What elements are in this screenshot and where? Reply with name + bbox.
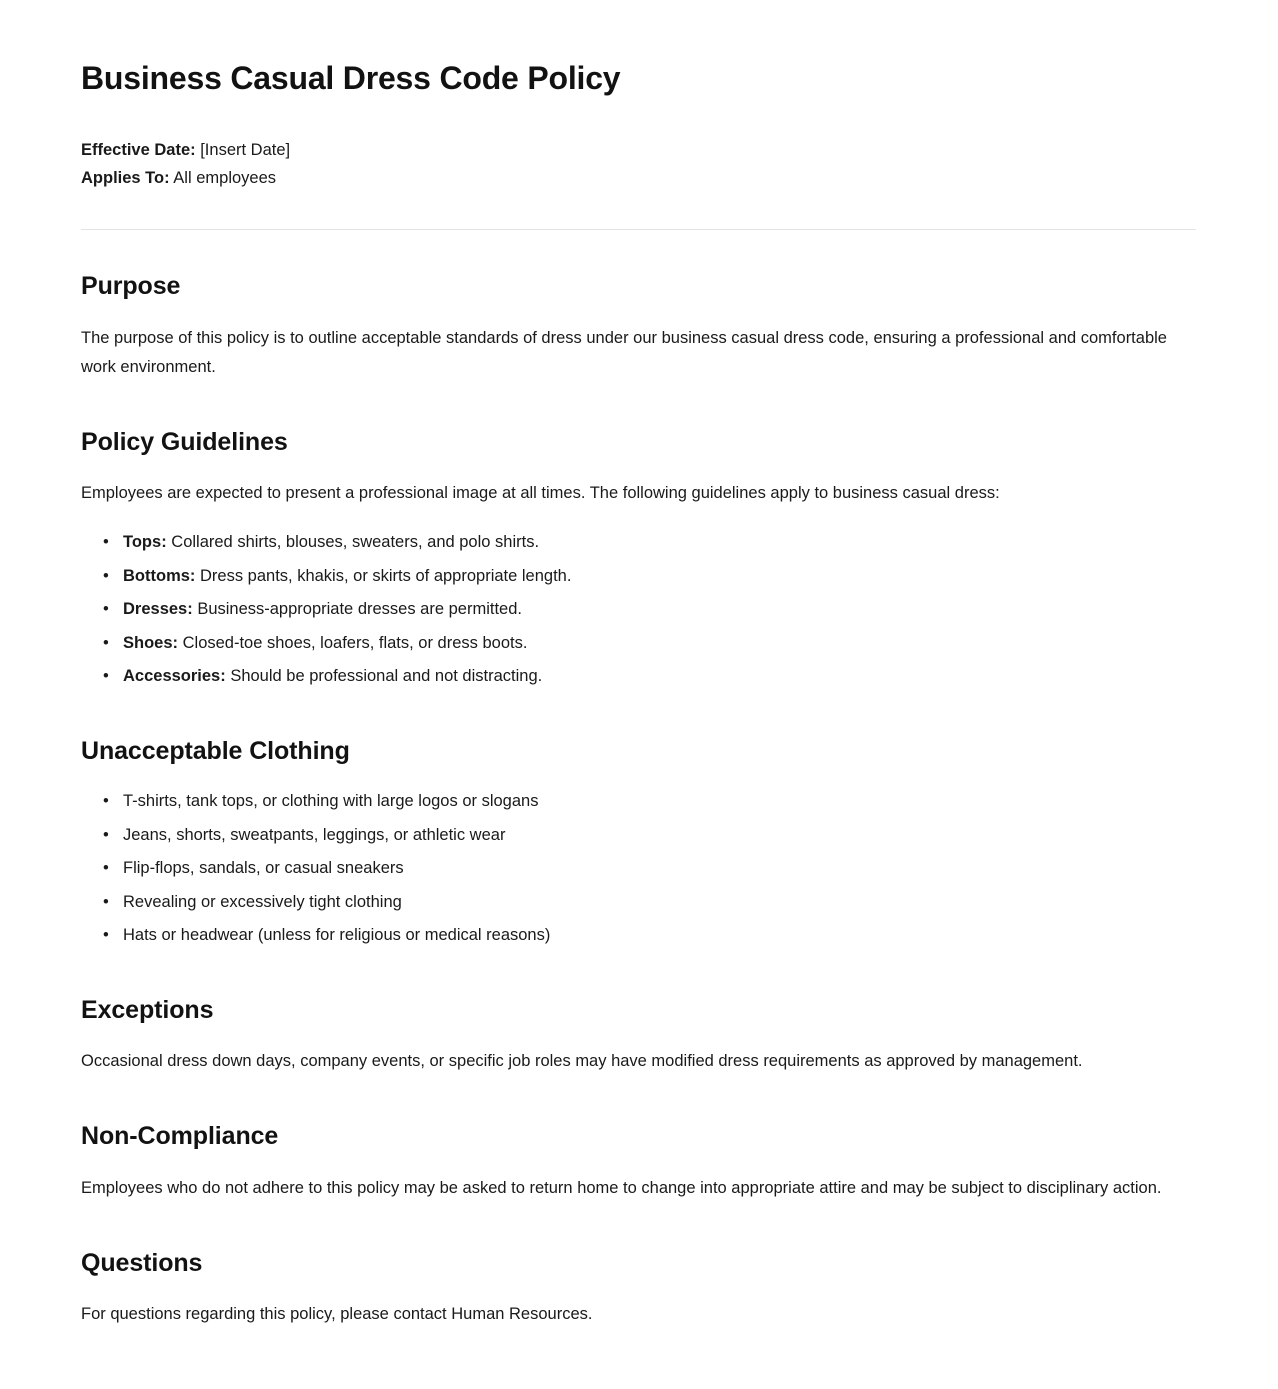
metadata-value: [Insert Date]: [200, 141, 291, 159]
section-unacceptable-clothing: [81, 735, 1196, 950]
section-paragraph: For questions regarding this policy, please contact Human Resources.: [81, 1305, 593, 1323]
list-item: [103, 528, 1196, 557]
section-paragraph: The purpose of this policy is to outline acceptable standards of dress under our business casual dress code, ensuring a professional and comfortable work environment.: [81, 328, 1167, 376]
list-item-text: Collared shirts, blouses, sweaters, and polo shirts.: [171, 533, 540, 551]
list-item-text: Should be professional and not distracting.: [230, 667, 543, 685]
page-title: Business Casual Dress Code Policy: [81, 60, 621, 96]
section-heading: Policy Guidelines: [81, 427, 288, 456]
list-item-term: Tops:: [123, 533, 167, 551]
list-item-text: T-shirts, tank tops, or clothing with large logos or slogans: [123, 792, 539, 810]
section-heading: Questions: [81, 1248, 203, 1277]
section-heading: Exceptions: [81, 995, 214, 1024]
section-heading: Non-Compliance: [81, 1122, 279, 1150]
list-item-term: Accessories:: [123, 667, 226, 685]
list-item-text: Jeans, shorts, sweatpants, leggings, or athletic wear: [123, 825, 506, 844]
section-questions: [81, 1247, 1196, 1330]
metadata-row-applies-to: [81, 164, 1196, 192]
list-item: [103, 821, 1196, 850]
list-item: [103, 787, 1196, 816]
policy-guidelines-list: [81, 528, 1196, 691]
metadata-value: All employees: [173, 169, 277, 187]
list-item: [103, 921, 1196, 950]
section-exceptions: [81, 994, 1196, 1077]
metadata-label: Effective Date:: [81, 141, 196, 159]
horizontal-divider: [81, 229, 1196, 230]
list-item: [103, 562, 1196, 591]
metadata-label: Applies To:: [81, 169, 170, 187]
metadata-row-effective-date: [81, 136, 1196, 164]
section-policy-guidelines: [81, 426, 1196, 691]
list-item-term: Dresses:: [123, 600, 193, 618]
section-paragraph: Employees who do not adhere to this policy may be asked to return home to change into appropriate attire and may be subject to disciplinary action.: [81, 1178, 1162, 1197]
section-heading: Unacceptable Clothing: [81, 736, 350, 765]
list-item-text: Dress pants, khakis, or skirts of appropriate length.: [200, 566, 572, 585]
list-item: [103, 629, 1196, 658]
list-item-text: Business-appropriate dresses are permitted.: [197, 600, 522, 618]
section-non-compliance: [81, 1120, 1196, 1203]
section-heading: Purpose: [81, 272, 181, 300]
list-item-text: Revealing or excessively tight clothing: [123, 892, 402, 911]
section-purpose: [81, 270, 1196, 382]
list-item-term: Bottoms:: [123, 566, 196, 585]
section-paragraph: Employees are expected to present a professional image at all times. The following guidelines apply to business casual dress:: [81, 484, 1000, 502]
unacceptable-clothing-list: [81, 787, 1196, 950]
list-item: [103, 662, 1196, 691]
section-paragraph: Occasional dress down days, company events, or specific job roles may have modified dress requirements as approved by management.: [81, 1052, 1083, 1070]
list-item-text: Hats or headwear (unless for religious or medical reasons): [123, 926, 551, 944]
list-item: [103, 854, 1196, 883]
list-item-text: Flip-flops, sandals, or casual sneakers: [123, 859, 404, 877]
list-item-text: Closed-toe shoes, loafers, flats, or dress boots.: [182, 633, 528, 652]
list-item: [103, 595, 1196, 624]
document-metadata: [81, 136, 1196, 192]
list-item: [103, 888, 1196, 917]
list-item-term: Shoes:: [123, 633, 179, 652]
